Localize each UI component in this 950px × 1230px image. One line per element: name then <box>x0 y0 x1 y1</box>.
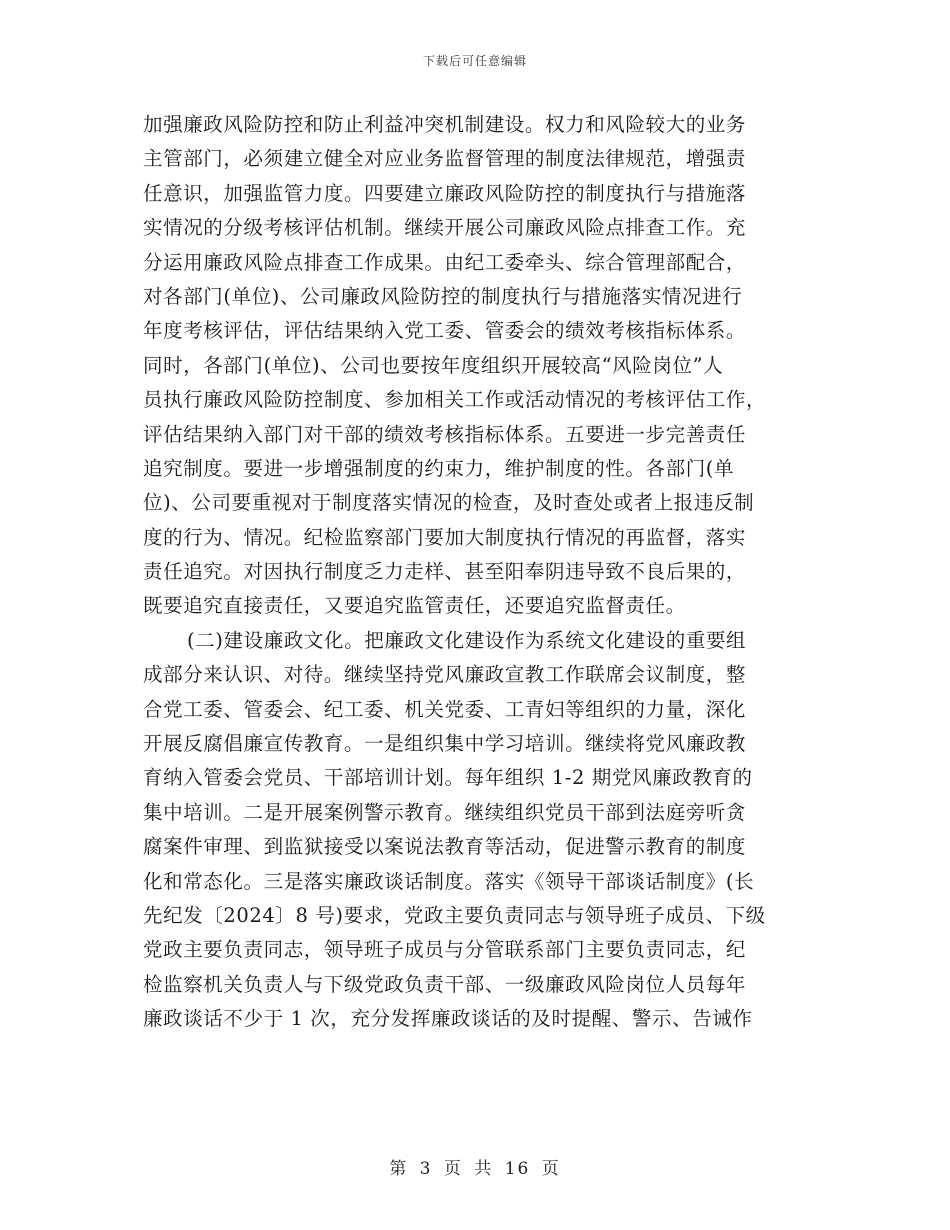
text-line: 检监察机关负责人与下级党政负责干部、一级廉政风险岗位人员每年 <box>143 972 747 996</box>
text-line: 腐案件审理、到监狱接受以案说法教育等活动，促进警示教育的制度 <box>143 835 747 859</box>
text-line: 评估结果纳入部门对干部的绩效考核指标体系。五要进一步完善责任 <box>143 422 747 446</box>
text-line: 既要追究直接责任，又要追究监管责任，还要追究监督责任。 <box>143 594 686 618</box>
text-line: 廉政谈话不少于 1 次，充分发挥廉政谈话的及时提醒、警示、告诫作 <box>143 1007 753 1031</box>
text-line: 实情况的分级考核评估机制。继续开展公司廉政风险点排查工作。充 <box>143 216 747 240</box>
text-line: 开展反腐倡廉宣传教育。一是组织集中学习培训。继续将党风廉政教 <box>143 732 747 756</box>
text-line: 加强廉政风险防控和防止利益冲突机制建设。权力和风险较大的业务 <box>143 113 747 136</box>
section-heading-line: (二)建设廉政文化。把廉政文化建设作为系统文化建设的重要组 <box>187 628 747 652</box>
text-line: 位)、公司要重视对于制度落实情况的检查，及时查处或者上报违反制 <box>143 491 755 515</box>
text-line: 主管部门，必须建立健全对应业务监督管理的制度法律规范，增强责 <box>143 147 747 171</box>
document-body <box>143 108 808 1037</box>
text-line: 年度考核评估，评估结果纳入党工委、管委会的绩效考核指标体系。 <box>143 319 747 343</box>
text-line: 育纳入管委会党员、干部培训计划。每年组织 1-2 期党风廉政教育的 <box>143 766 753 790</box>
text-line: 追究制度。要进一步增强制度的约束力，维护制度的性。各部门(单 <box>143 456 735 480</box>
text-line: 同时，各部门(单位)、公司也要按年度组织开展较高“风险岗位”人 <box>143 353 724 377</box>
total-page-count: 16 <box>504 1159 531 1179</box>
footer-di: 第 <box>389 1159 409 1179</box>
text-line: 对各部门(单位)、公司廉政风险防控的制度执行与措施落实情况进行 <box>143 284 743 308</box>
current-page-number: 3 <box>419 1159 433 1179</box>
text-line: 度的行为、情况。纪检监察部门要加大制度执行情况的再监督，落实 <box>143 525 747 549</box>
text-line: 集中培训。二是开展案例警示教育。继续组织党员干部到法庭旁听贪 <box>143 800 747 824</box>
header-note: 下载后可任意编辑 <box>422 54 527 68</box>
text-line: 合党工委、管委会、纪工委、机关党委、工青妇等组织的力量，深化 <box>143 697 747 721</box>
text-line: 任意识，加强监管力度。四要建立廉政风险防控的制度执行与措施落 <box>143 181 747 205</box>
footer-ye: 页 <box>443 1159 463 1179</box>
text-line: 成部分来认识、对待。继续坚持党风廉政宣教工作联席会议制度，整 <box>143 663 747 687</box>
text-line: 先纪发〔2024〕8 号)要求，党政主要负责同志与领导班子成员、下级 <box>143 903 766 927</box>
text-line: 员执行廉政风险防控制度、参加相关工作或活动情况的考核评估工作， <box>143 388 767 412</box>
text-line: 责任追究。对因执行制度乏力走样、甚至阳奉阴违导致不良后果的， <box>143 560 747 584</box>
text-line: 分运用廉政风险点排查工作成果。由纪工委牵头、综合管理部配合， <box>143 250 747 274</box>
text-line: 党政主要负责同志，领导班子成员与分管联系部门主要负责同志，纪 <box>143 938 747 962</box>
page-footer <box>0 1154 950 1179</box>
footer-gong: 共 <box>474 1159 494 1179</box>
text-line: 化和常态化。三是落实廉政谈话制度。落实《领导干部谈话制度》(长 <box>143 869 755 893</box>
footer-ye: 页 <box>541 1159 561 1179</box>
